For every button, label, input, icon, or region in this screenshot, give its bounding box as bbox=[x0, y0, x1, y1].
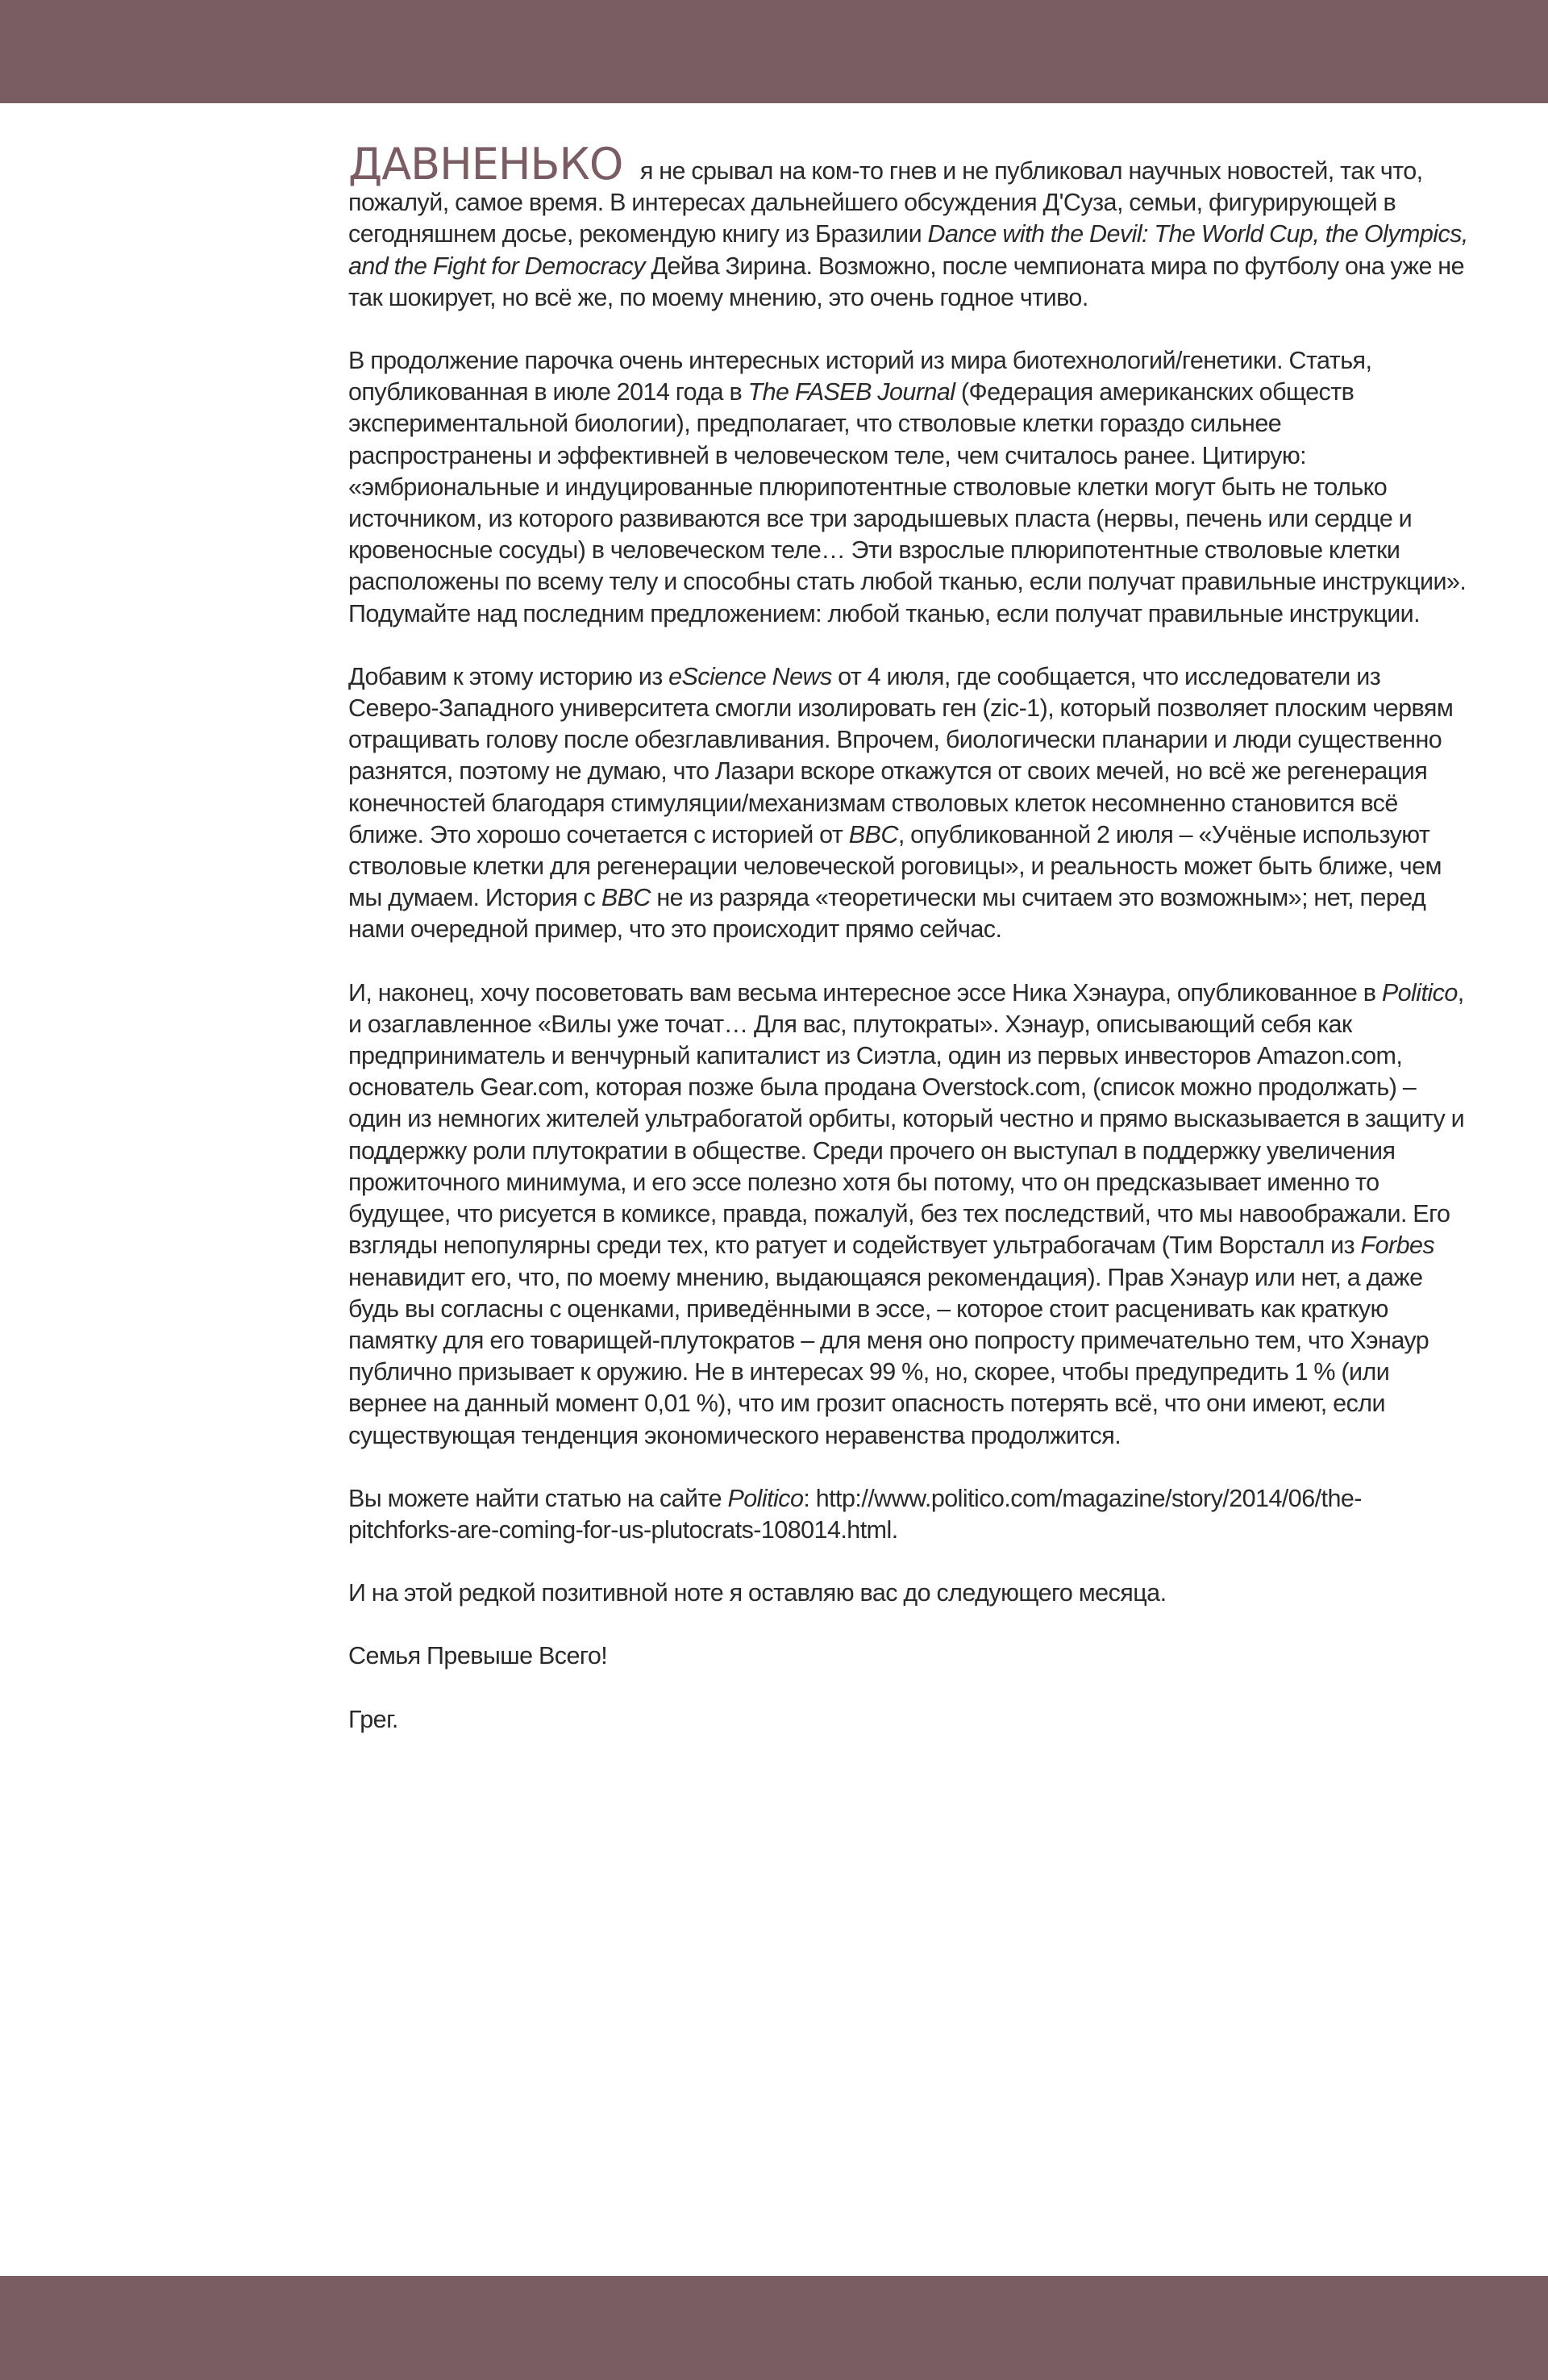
regeneration-text-end: не из разряда «теоретически мы считаем это возможным»; нет, перед нами очередной пример, что это происходит прямо сейчас. bbox=[348, 884, 1426, 944]
book-title: Dance with the Devil: The World Cup, the Olympics, and the Fight for Democracy bbox=[348, 220, 1468, 280]
regeneration-text-2: от 4 июля, где сообщается, что исследователи из Северо-Западного университета смогли изолировать ген (zic-1), который позволяет плоским червям отращивать голову после обезглавливания. Впрочем, биологически планарии и люди существенно разнятся, поэтому не думаю, что Лазари вскоре откажутся от своих мечей, но всё же регенерация конечностей благодаря стимуляции/механизмам стволовых клеток несомненно становится всё ближе. Это хорошо сочетается с историей от bbox=[348, 662, 1454, 848]
bottom-color-band bbox=[0, 2276, 1548, 2380]
source-bbc-2: BBC bbox=[601, 884, 651, 912]
stem-cells-text: В продолжение парочка очень интересных историй из мира биотехнологий/генетики. Статья, опубликованная в июле 2014 года в bbox=[348, 347, 1372, 406]
source-forbes: Forbes bbox=[1360, 1232, 1435, 1260]
stem-cells-text-end: (Федерация американских обществ экспериментальной биологии), предполагает, что стволовые клетки гораздо сильнее распространены и эффективней в человеческом теле, чем считалось ранее. Цитирую: «эмбриональные и индуцированные плюрипотентные стволовые клетки могут быть не только источником, из которого развиваются все три зародышевых пласта (нервы, печень или сердце и кровеносные сосуды) в человеческом теле… Эти взрослые плюрипотентные стволовые клетки расположены по всему телу и способны стать любой тканью, если получат правильные инструкции». Подумайте над последним предложением: любой тканью, если получат правильные инструкции. bbox=[348, 378, 1467, 627]
motto: Семья Превыше Всего! bbox=[348, 1642, 608, 1670]
editorial-letter bbox=[348, 139, 1469, 1767]
lead-word: ДАВНЕНЬКО bbox=[348, 139, 623, 190]
link-text: Вы можете найти статью на сайте bbox=[348, 1484, 728, 1512]
regeneration-text: Добавим к этому историю из bbox=[348, 662, 669, 690]
source-politico-2: Politico bbox=[727, 1484, 804, 1512]
paragraph-intro bbox=[348, 139, 1469, 314]
source-bbc: BBC bbox=[848, 820, 898, 848]
paragraph-regeneration bbox=[348, 661, 1469, 946]
article-url: : http://www.politico.com/magazine/story/2014/06/the-pitchforks-are-coming-for-us-plutocrats-108014.html. bbox=[348, 1484, 1362, 1544]
intro-text: я не срывал на ком-то гнев и не публиковал научных новостей, так что, пожалуй, самое время. В интересах дальнейшего обсуждения Д'Суза, семьи, фигурирующей в сегодняшнем досье, рекомендую книгу из Бразилии bbox=[348, 157, 1423, 248]
paragraph-stem-cells bbox=[348, 345, 1469, 630]
journal-title: The FASEB Journal bbox=[747, 378, 955, 406]
top-color-band bbox=[0, 0, 1548, 103]
regeneration-text-3: , опубликованной 2 июля – «Учёные используют стволовые клетки для регенерации человеческой роговицы», и реальность может быть ближе, чем мы думаем. История с bbox=[348, 820, 1442, 912]
essay-text-2: , и озаглавленное «Вилы уже точат… Для вас, плутократы». Хэнаур, описывающий себя как предприниматель и венчурный капиталист из Сиэтла, один из первых инвесторов Amazon.com, основатель Gear.com, которая позже была продана Overstock.com, (список можно продолжать) – один из немногих жителей ультрабогатой орбиты, который честно и прямо высказывается в защиту и поддержку роли плутократии в обществе. Среди прочего он выступал в поддержку увеличения прожиточного минимума, и его эссе полезно хотя бы потому, что он предсказывает именно то будущее, что рисуется в комиксе, правда, пожалуй, без тех последствий, что мы навоображали. Его взгляды непопулярны среди тех, кто ратует и содействует ультрабогачам (Тим Ворсталл из bbox=[348, 978, 1465, 1260]
signature: Грег. bbox=[348, 1705, 398, 1733]
paragraph-essay bbox=[348, 977, 1469, 1452]
paragraph-closing: И на этой редкой позитивной ноте я оставляю вас до следующего месяца. bbox=[348, 1579, 1167, 1607]
intro-text-end: Дейва Зирина. Возможно, после чемпионата мира по футболу она уже не так шокирует, но всё же, по моему мнению, это очень годное чтиво. bbox=[348, 252, 1464, 311]
source-escience: eScience News bbox=[668, 662, 832, 690]
paragraph-link bbox=[348, 1483, 1469, 1546]
essay-text: И, наконец, хочу посоветовать вам весьма интересное эссе Ника Хэнаура, опубликованное в bbox=[348, 978, 1382, 1007]
source-politico: Politico bbox=[1381, 978, 1458, 1007]
essay-text-end: ненавидит его, что, по моему мнению, выдающаяся рекомендация). Прав Хэнаур или нет, а даже будь вы согласны с оценками, приведёнными в эссе, – которое стоит расценивать как краткую памятку для его товарищей-плутократов – для меня оно попросту примечательно тем, что Хэнаур публично призывает к оружию. Не в интересах 99 %, но, скорее, чтобы предупредить 1 % (или вернее на данный момент 0,01 %), что им грозит опасность потерять всё, что они имеют, если существующая тенденция экономического неравенства продолжится. bbox=[348, 1263, 1429, 1449]
